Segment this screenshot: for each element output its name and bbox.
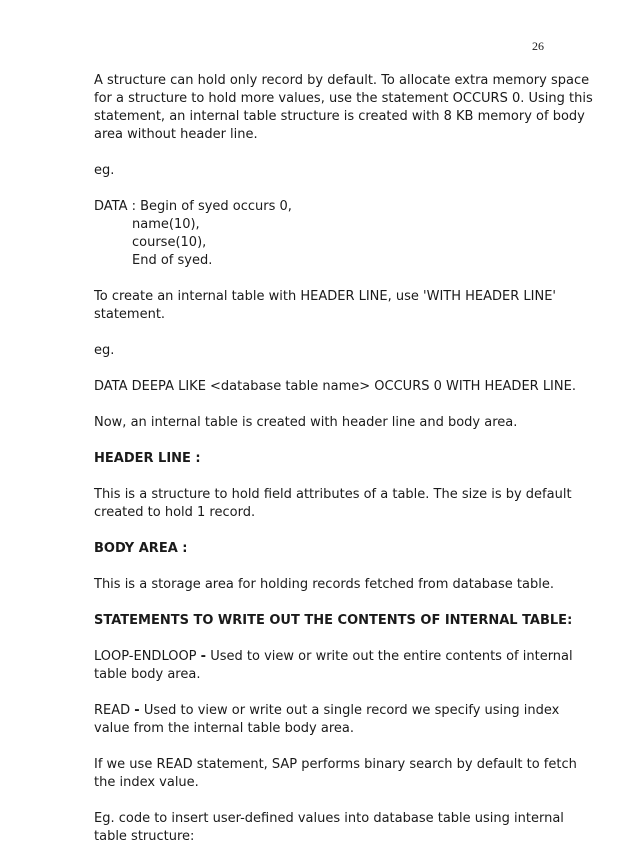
body-area-description: This is a storage area for holding records fetched from database table. [94, 577, 554, 592]
example-label: eg. [94, 163, 115, 178]
example-label: eg. [94, 343, 115, 358]
read-text: Used to view or write out a single record we specify using index value from the internal table body area. [94, 703, 560, 736]
page-number: 26 [532, 39, 544, 53]
loop-endloop-dash: - [200, 649, 207, 664]
loop-endloop-text: Used to view or write out the entire contents of internal table body area. [94, 649, 573, 682]
code-block-header-line: DATA DEEPA LIKE <database table name> OCCURS 0 WITH HEADER LINE. [94, 379, 576, 394]
intro-paragraph: A structure can hold only record by default. To allocate extra memory space for a structure to hold more values, use the statement OCCURS 0. Using this statement, an internal table structure is created with 8 KB memory of body area without header line. [94, 73, 593, 142]
page-content [94, 72, 594, 864]
loop-endloop-paragraph [94, 648, 594, 684]
read-term: READ [94, 703, 131, 718]
code-line: name(10), [132, 217, 200, 232]
code-line: DATA : Begin of syed occurs 0, [94, 199, 292, 214]
code-block-structure [94, 198, 594, 270]
code-line: course(10), [132, 235, 207, 250]
header-line-intro-paragraph: To create an internal table with HEADER LINE, use 'WITH HEADER LINE' statement. [94, 289, 557, 322]
eg-code-paragraph: Eg. code to insert user-defined values into database table using internal table structure: [94, 811, 564, 844]
header-line-heading: HEADER LINE : [94, 451, 201, 466]
code-line: End of syed. [132, 253, 213, 268]
header-line-description: This is a structure to hold field attributes of a table. The size is by default created to hold 1 record. [94, 487, 572, 520]
read-note-paragraph: If we use READ statement, SAP performs binary search by default to fetch the index value. [94, 757, 577, 790]
read-paragraph [94, 702, 594, 738]
statements-heading: STATEMENTS TO WRITE OUT THE CONTENTS OF INTERNAL TABLE: [94, 613, 573, 628]
body-area-heading: BODY AREA : [94, 541, 188, 556]
read-dash: - [134, 703, 140, 718]
internal-table-created-paragraph: Now, an internal table is created with header line and body area. [94, 415, 518, 430]
loop-endloop-term: LOOP-ENDLOOP [94, 649, 197, 664]
